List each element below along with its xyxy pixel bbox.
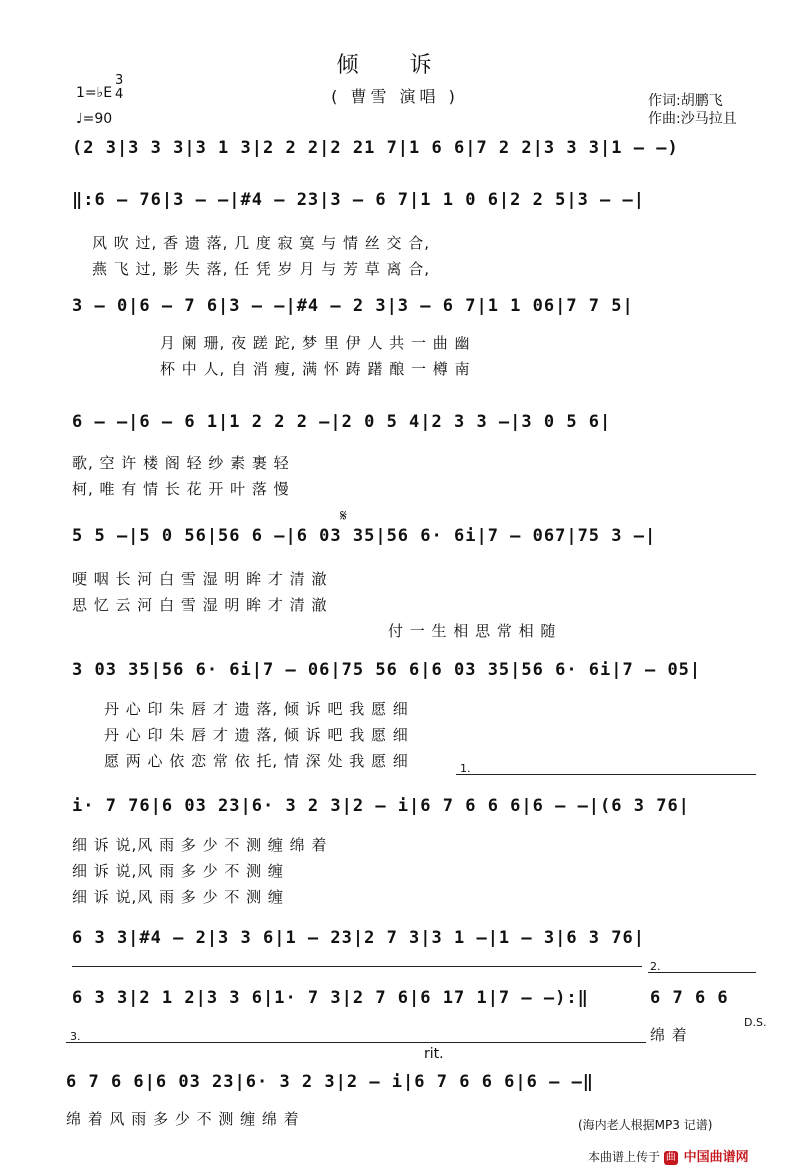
tempo-marking: ♩=90 <box>76 111 113 127</box>
score-row-4-lyric-2: 柯, 唯 有 情 长 花 开 叶 落 慢 <box>72 480 290 498</box>
score-row-4-notes: 6 – –|6 – 6 1|1 2 2 2 –|2 0 5 4|2 3 3 –|3 0 5 6| <box>72 412 612 432</box>
score-row-2-lyric-1: 风 吹 过, 香 遗 落, 几 度 寂 寞 与 情 丝 交 合, <box>92 234 431 252</box>
volta-2-bracket <box>648 972 756 973</box>
score-row-7-lyric-2: 细 诉 说,风 雨 多 少 不 测 缠 <box>72 862 284 880</box>
score-row-9-notes: 6 7 6 6|6 03 23|6· 3 2 3|2 – i|6 7 6 6 6|6 – –‖ <box>66 1072 595 1092</box>
score-row-5-lyric-1: 哽 咽 长 河 白 雪 湿 明 眸 才 清 澈 <box>72 570 328 588</box>
lyricist-credit: 作词:胡鹏飞 <box>648 93 723 109</box>
key-label: 1=♭E <box>76 85 113 101</box>
key-signature <box>76 84 112 102</box>
score-row-6-lyric-2: 丹 心 印 朱 唇 才 遗 落, 倾 诉 吧 我 愿 细 <box>104 726 409 744</box>
score-row-6-notes: 3 03 35|56 6· 6i|7 – 06|75 56 6|6 03 35|56 6· 6i|7 – 05| <box>72 660 702 680</box>
time-bottom: 4 <box>115 87 124 102</box>
volta-3-label: 3. <box>70 1030 81 1043</box>
rit-marking: rit. <box>424 1046 444 1062</box>
volta-2-label: 2. <box>650 960 661 973</box>
volta-1-bracket <box>456 774 756 775</box>
site-name: 中国曲谱网 <box>683 1150 749 1165</box>
score-row-5-lyric-2: 思 忆 云 河 白 雪 湿 明 眸 才 清 澈 <box>72 596 328 614</box>
score-row-7-notes: i· 7 76|6 03 23|6· 3 2 3|2 – i|6 7 6 6 6|6 – –|(6 3 76| <box>72 796 690 816</box>
score-row-3-notes: 3 – 0|6 – 7 6|3 – –|#4 – 2 3|3 – 6 7|1 1 06|7 7 5| <box>72 296 634 316</box>
staff-divider <box>72 966 642 967</box>
score-row-3-lyric-1: 月 阑 珊, 夜 蹉 跎, 梦 里 伊 人 共 一 曲 幽 <box>160 334 471 352</box>
score-row-8a-notes: 6 3 3|#4 – 2|3 3 6|1 – 23|2 7 3|3 1 –|1 – 3|6 3 76| <box>72 928 645 948</box>
composer-credit: 作曲:沙马拉且 <box>648 111 737 127</box>
score-row-8b-notes: 6 3 3|2 1 2|3 3 6|1· 7 3|2 7 6|6 17 1|7 – –):‖ <box>72 988 589 1008</box>
transcription-credit: (海内老人根据MP3 记谱) <box>578 1118 713 1132</box>
time-top: 3 <box>115 73 124 88</box>
site-watermark <box>588 1146 749 1165</box>
page-title: 倾 诉 <box>336 53 454 78</box>
score-row-7-lyric-1: 细 诉 说,风 雨 多 少 不 测 缠 绵 着 <box>72 836 328 854</box>
score-row-3-lyric-2: 杯 中 人, 自 消 瘦, 满 怀 踌 躇 酿 一 樽 南 <box>160 360 471 378</box>
score-row-7-lyric-3: 细 诉 说,风 雨 多 少 不 测 缠 <box>72 888 284 906</box>
time-signature <box>115 74 123 102</box>
page-subtitle: ( 曹雪 演唱 ) <box>331 87 459 106</box>
score-row-4-lyric-1: 歌, 空 许 楼 阁 轻 纱 素 裹 轻 <box>72 454 290 472</box>
ds-marking: D.S. <box>744 1016 767 1029</box>
score-row-8-end-lyric: 绵 着 <box>650 1026 688 1044</box>
score-row-8-end-notes: 6 7 6 6 <box>650 988 729 1008</box>
score-row-6-lyric-1: 丹 心 印 朱 唇 才 遗 落, 倾 诉 吧 我 愿 细 <box>104 700 409 718</box>
score-row-9-lyric: 绵 着 风 雨 多 少 不 测 缠 绵 着 <box>66 1110 300 1128</box>
score-row-6-lyric-3: 愿 两 心 依 恋 常 依 托, 情 深 处 我 愿 细 <box>104 752 409 770</box>
upload-note: 本曲谱上传于 <box>588 1150 661 1164</box>
score-row-2-notes: ‖:6 – 76|3 – –|#4 – 23|3 – 6 7|1 1 0 6|2 2 5|3 – –| <box>72 190 645 210</box>
score-row-2-lyric-2: 燕 飞 过, 影 失 落, 任 凭 岁 月 与 芳 草 离 合, <box>92 260 431 278</box>
segno-sign: 𝄋 <box>340 506 347 525</box>
volta-3-bracket <box>66 1042 646 1043</box>
score-row-5-lyric-3: 付 一 生 相 思 常 相 随 <box>388 622 557 640</box>
volta-1-label: 1. <box>460 762 471 775</box>
site-logo-icon: 曲 <box>665 1151 676 1163</box>
score-row-1-notes: (2 3|3 3 3|3 1 3|2 2 2|2 21 7|1 6 6|7 2 2|3 3 3|1 – –) <box>72 138 679 158</box>
score-row-5-notes: 5 5 –|5 0 56|56 6 –|6 03 35|56 6· 6i|7 – 067|75 3 –| <box>72 526 657 546</box>
